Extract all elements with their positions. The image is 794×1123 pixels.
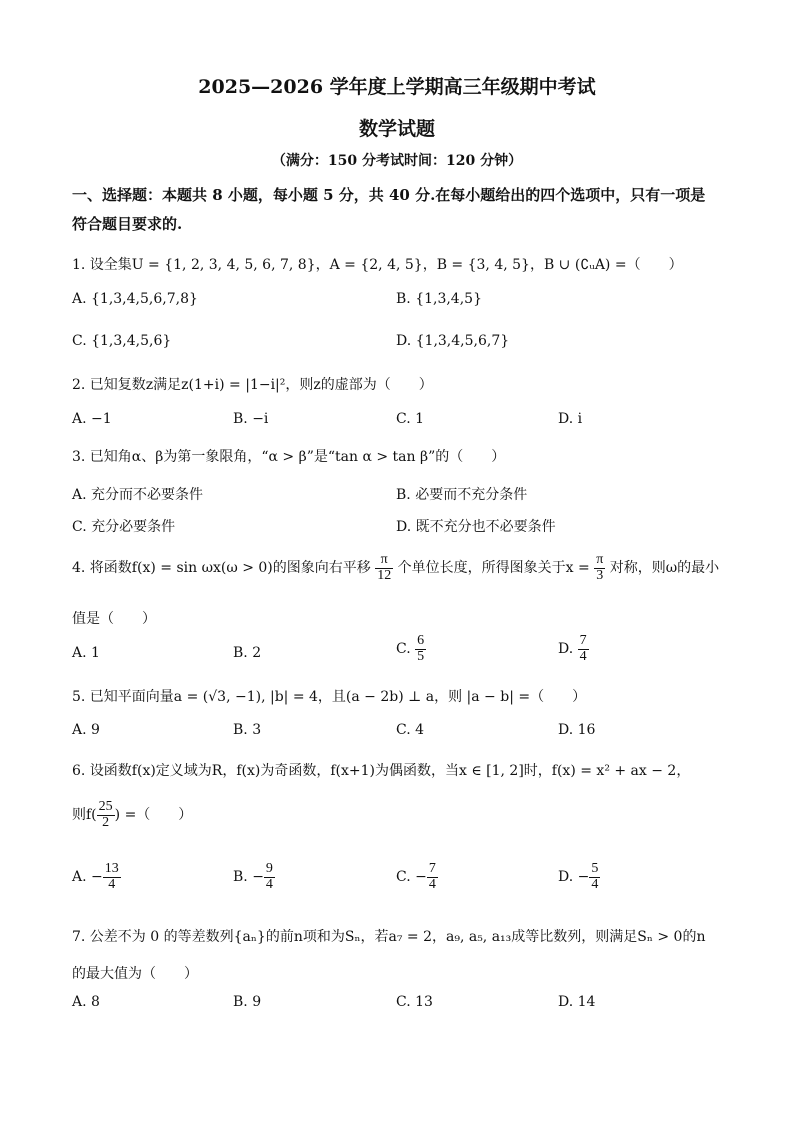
q6-option-d-label: D. − [558,869,590,886]
exam-title: 2025—2026 学年度上学期高三年级期中考试 [198,76,596,98]
q1-option-d: D. {1,3,4,5,6,7} [396,333,510,349]
q6-b-numerator: 9 [265,861,273,876]
q5-option-b: B. 3 [233,722,262,738]
q6-c-numerator: 7 [428,861,436,876]
q4-fraction-axis [594,553,605,583]
question-5-stem: 5. 已知平面向量a = (√3, −1), |b| = 4，且(a − 2b) ⊥ a，则 |a − b| =（ ） [72,689,587,705]
q1-option-a: A. {1,3,4,5,6,7,8} [72,291,198,307]
q5-option-a: A. 9 [72,722,100,738]
q6-option-a [72,862,121,892]
q2-option-d: D. i [558,411,583,427]
q4-option-c-label: C. [396,641,411,658]
q4-shift-denominator: 12 [377,567,392,583]
q6-option-c-label: C. − [396,869,427,886]
q4-d-denominator: 4 [579,648,587,664]
q4-option-d [558,634,589,664]
q6-text-1: 则f( [72,807,97,824]
q4-d-numerator: 7 [579,633,587,648]
q7-option-d: D. 14 [558,994,596,1010]
q6-option-c [396,862,438,892]
q4-option-b: B. 2 [233,645,262,661]
q4-fraction-shift [375,553,393,583]
q4-option-d-value [578,634,589,664]
question-4-stem-cont: 值是（ ） [72,611,156,627]
q4-c-denominator: 5 [417,648,425,664]
question-6-stem-cont [72,800,192,830]
q6-a-denominator: 4 [108,876,116,892]
question-2-stem: 2. 已知复数z满足z(1+i) = |1−i|²，则z的虚部为（ ） [72,377,433,393]
question-7-stem-cont: 的最大值为（ ） [72,966,198,982]
q4-option-c-value [415,634,426,664]
q4-text-3: 对称，则ω的最小 [609,560,720,577]
q3-option-b: B. 必要而不充分条件 [396,487,528,503]
exam-info: （满分：150 分考试时间：120 分钟） [271,153,523,169]
subject-title: 数学试题 [358,118,435,140]
question-6-stem: 6. 设函数f(x)定义域为R，f(x)为奇函数，f(x+1)为偶函数，当x ∈ [1, 2]时，f(x) = x² + ax − 2， [72,763,691,779]
q5-option-c: C. 4 [396,722,425,738]
q6-d-numerator: 5 [591,861,599,876]
q7-option-b: B. 9 [233,994,262,1010]
question-3-stem: 3. 已知角α、β为第一象限角，“α > β”是“tan α > tan β”的（ ） [72,449,506,465]
section-heading-cont: 符合题目要求的. [72,215,183,233]
question-4-stem [72,553,719,583]
q1-option-b: B. {1,3,4,5} [396,291,482,307]
q6-option-b-label: B. − [233,869,264,886]
q6-option-d [558,862,600,892]
q4-option-d-label: D. [558,641,574,658]
q6-option-b [233,862,275,892]
q6-option-d-value [589,862,600,892]
q2-option-c: C. 1 [396,411,425,427]
q6-b-denominator: 4 [265,876,273,892]
q6-d-denominator: 4 [591,876,599,892]
question-1-stem: 1. 设全集U = {1, 2, 3, 4, 5, 6, 7, 8}，A = {2, 4, 5}，B = {3, 4, 5}，B ∪ (∁ᵤA) =（ ） [72,257,683,273]
q6-option-a-label: A. − [72,869,103,886]
q4-text-1: 4. 将函数f(x) = sin ωx(ω > 0)的图象向右平移 [72,560,371,577]
q3-option-c: C. 充分必要条件 [72,519,176,535]
q6-option-c-value [427,862,438,892]
q7-option-c: C. 13 [396,994,433,1010]
q4-option-a: A. 1 [72,645,100,661]
q6-numerator: 25 [98,799,113,814]
q2-option-b: B. −i [233,411,269,427]
q6-c-denominator: 4 [428,876,436,892]
section-heading: 一、选择题：本题共 8 小题，每小题 5 分，共 40 分.在每小题给出的四个选项中，只有一项是 [72,186,706,204]
q4-text-2: 个单位长度，所得图象关于x = [397,560,590,577]
q4-shift-numerator: π [375,553,393,569]
q6-text-2: ) =（ ） [114,807,193,824]
q4-option-c [396,634,426,664]
q3-option-a: A. 充分而不必要条件 [72,487,204,503]
q6-denominator: 2 [102,814,110,830]
q4-c-numerator: 6 [417,633,425,648]
q1-option-c: C. {1,3,4,5,6} [72,333,172,349]
q6-a-numerator: 13 [104,861,119,876]
question-7-stem: 7. 公差不为 0 的等差数列{aₙ}的前n项和为Sₙ，若a₇ = 2，a₉, a₅, a₁₃成等比数列，则满足Sₙ > 0的n [72,929,706,945]
q2-option-a: A. −1 [72,411,112,427]
q6-fraction [97,800,115,830]
q7-option-a: A. 8 [72,994,100,1010]
q6-option-b-value [264,862,275,892]
q5-option-d: D. 16 [558,722,596,738]
q6-option-a-value [103,862,121,892]
q4-axis-denominator: 3 [596,567,604,583]
q3-option-d: D. 既不充分也不必要条件 [396,519,556,535]
q4-axis-numerator: π [596,552,604,567]
